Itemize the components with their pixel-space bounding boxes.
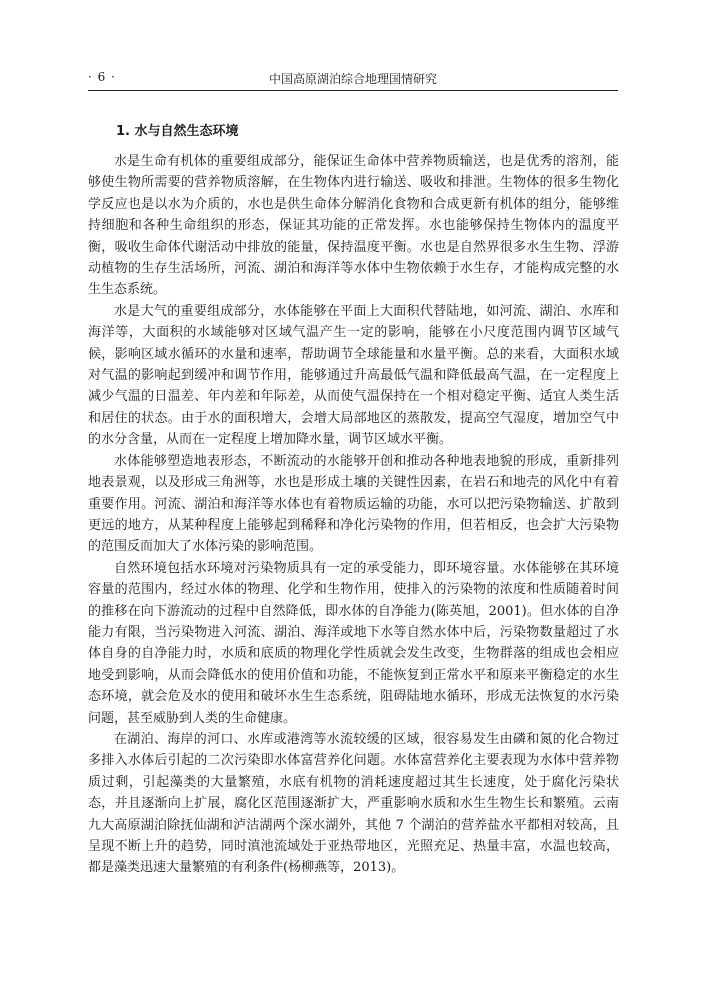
running-title: 中国高原湖泊综合地理国情研究 xyxy=(268,72,437,86)
paragraph-1: 水是生命有机体的重要组成部分，能保证生命体中营养物质输送，也是优秀的溶剂，能够使生物所需要的营养物质溶解，在生物体内进行输送、吸收和排泄。生物体的很多生物化学反应也是以水为介质的，水也是供生命体分解消化食物和合成更新有机体的组分，能够维持细胞和各种生命组织的形态，保证其功能的正常发挥。水也能够保持生物体内的温度平衡，吸收生命体代谢活动中排放的能量，保持温度平衡。水也是自然界很多水生生物、浮游动植物的生存生活场所，河流、湖泊和海洋等水体中生物依赖于水生存，才能构成完整的水生生态系统。 xyxy=(88,154,619,298)
paragraph-3: 水体能够塑造地表形态，不断流动的水能够开创和推动各种地表地貌的形成，重新排列地表景观，以及形成三角洲等，水也是形成土壤的关键性因素，在岩石和地壳的风化中有着重要作用。河流、湖泊和海洋等水体也有着物质运输的功能，水可以把污染物输送、扩散到更远的地方，从某种程度上能够起到稀释和净化污染物的作用，但若相反，也会扩大污染物的范围反而加大了水体污染的影响范围。 xyxy=(88,453,619,555)
body-text xyxy=(88,151,619,879)
header-rule xyxy=(88,90,618,91)
section-heading: 1. 水与自然生态环境 xyxy=(116,124,239,139)
running-header xyxy=(88,70,618,90)
paragraph-5: 在湖泊、海岸的河口、水库或港湾等水流较缓的区域，很容易发生由磷和氮的化合物过多排入水体后引起的二次污染即水体富营养化问题。水体富营养化主要表现为水体中营养物质过剩，引起藻类的大量繁殖，水底有机物的消耗速度超过其生长速度，处于腐化污染状态，并且逐渐向上扩展，腐化区范围逐渐扩大，严重影响水质和水生生物生长和繁殖。云南九大高原湖泊除抚仙湖和泸沽湖两个深水湖外，其他 7 个湖泊的营养盐水平都相对较高，且呈现不断上升的趋势，同时滇池流域处于亚热带地区，光照充足、热量丰富，水温也较高，都是藻类迅速大量繁殖的有利条件(杨柳燕等，2013)。 xyxy=(88,731,619,876)
paragraph-2: 水是大气的重要组成部分，水体能够在平面上大面积代替陆地，如河流、湖泊、水库和海洋等，大面积的水域能够对区域气温产生一定的影响，能够在小尺度范围内调节区域气候，影响区域水循环的水量和速率，帮助调节全球能量和水量平衡。总的来看，大面积水域对气温的影响起到缓冲和调节作用，能够通过升高最低气温和降低最高气温，在一定程度上减少气温的日温差、年内差和年际差，从而使气温保持在一个相对稳定平衡、适宜人类生活和居住的状态。由于水的面积增大，会增大局部地区的蒸散发，提高空气湿度，增加空气中的水分含量，从而在一定程度上增加降水量，调节区域水平衡。 xyxy=(88,303,619,448)
page-number: · 6 · xyxy=(88,70,116,84)
paragraph-4: 自然环境包括水环境对污染物质具有一定的承受能力，即环境容量。水体能够在其环境容量的范围内，经过水体的物理、化学和生物作用，使排入的污染物的浓度和性质随着时间的推移在向下游流动的过程中自然降低，即水体的自净能力(陈英旭，2001)。但水体的自净能力有限，当污染物进入河流、湖泊、海洋或地下水等自然水体中后，污染物数量超过了水体自身的自净能力时，水质和底质的物理化学性质就会发生改变，生物群落的组成也会相应地受到影响，从而会降低水的使用价值和功能，不能恢复到正常水平和原来平衡稳定的水生态环境，就会危及水的使用和破坏水生生态系统，阻碍陆地水循环，形成无法恢复的水污染问题，甚至威胁到人类的生命健康。 xyxy=(88,560,619,726)
